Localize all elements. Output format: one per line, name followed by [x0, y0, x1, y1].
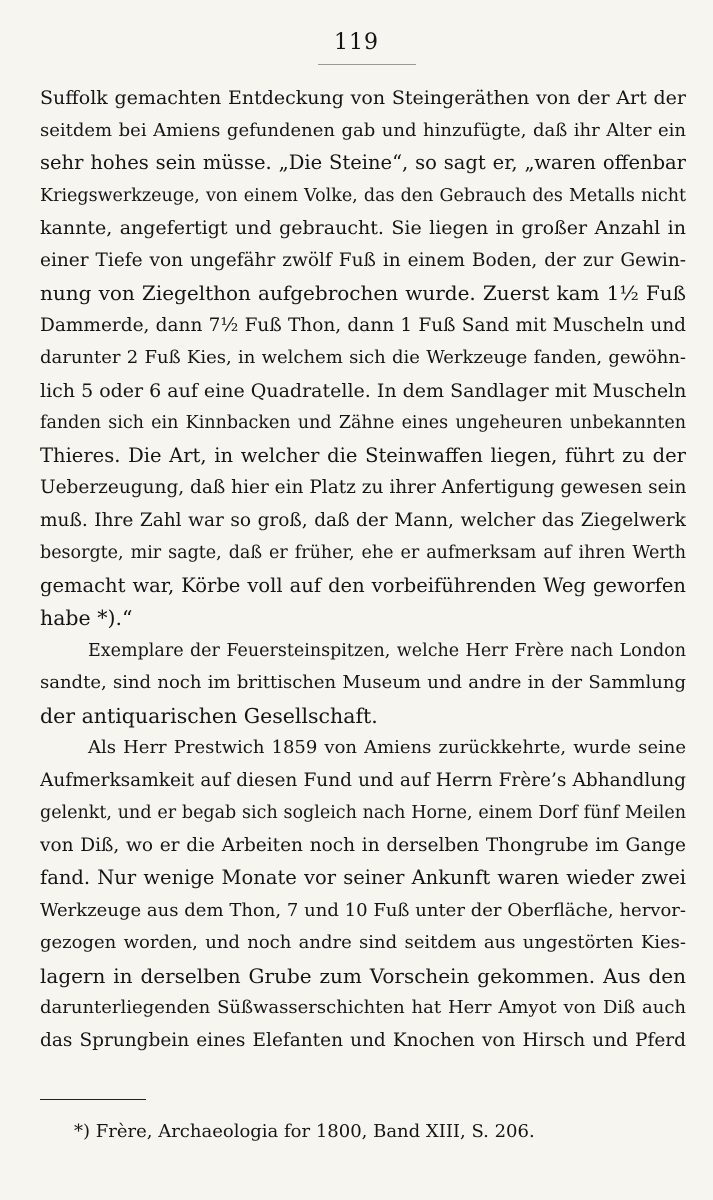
page-number-rule	[318, 64, 416, 65]
text-line: einer Tiefe von ungefähr zwölf Fuß in einem Boden, der zur Gewin-	[40, 249, 686, 271]
text-line: besorgte, mir sagte, daß er früher, ehe er aufmerksam auf ihren Werth	[40, 543, 686, 563]
text-line: das Sprungbein eines Elefanten und Knochen von Hirsch und Pferd	[40, 1029, 686, 1051]
text-line: der antiquarischen Gesellschaft.	[40, 703, 378, 728]
text-line: Exemplare der Feuersteinspitzen, welche Herr Frère nach London	[88, 640, 686, 661]
text-line: von Diß, wo er die Arbeiten noch in derselben Thongrube im Gange	[40, 834, 686, 856]
text-line: seitdem bei Amiens gefundenen gab und hinzufügte, daß ihr Alter ein	[40, 119, 686, 141]
text-line: sandte, sind noch im brittischen Museum und andre in der Sammlung	[40, 672, 686, 693]
body-text	[40, 82, 686, 1057]
text-line: fand. Nur wenige Monate vor seiner Ankunft waren wieder zwei	[40, 866, 686, 889]
text-line: Dammerde, dann 7½ Fuß Thon, dann 1 Fuß Sand mit Muscheln und	[40, 314, 686, 336]
text-line: gezogen worden, und noch andre sind seitdem aus ungestörten Kies-	[40, 932, 686, 953]
text-line: nung von Ziegelthon aufgebrochen wurde. Zuerst kam 1½ Fuß	[40, 281, 686, 305]
text-line: gelenkt, und er begab sich sogleich nach Horne, einem Dorf fünf Meilen	[40, 803, 686, 823]
text-line: gemacht war, Körbe voll auf den vorbeiführenden Weg geworfen	[40, 573, 686, 597]
text-line: lagern in derselben Grube zum Vorschein gekommen. Aus den	[40, 963, 686, 988]
footnote: *) Frère, Archaeologia for 1800, Band XIII, S. 206.	[74, 1121, 535, 1142]
text-line: Kriegswerkzeuge, von einem Volke, das den Gebrauch des Metalls nicht	[40, 185, 686, 206]
text-line: Aufmerksamkeit auf diesen Fund und auf Herrn Frère’s Abhandlung	[40, 769, 686, 791]
text-line: muß. Ihre Zahl war so groß, daß der Mann, welcher das Ziegelwerk	[40, 509, 686, 531]
text-line: Ueberzeugung, daß hier ein Platz zu ihrer Anfertigung gewesen sein	[40, 477, 686, 498]
text-line: Suffolk gemachten Entdeckung von Steingeräthen von der Art der	[40, 87, 686, 109]
text-line: fanden sich ein Kinnbacken und Zähne eines ungeheuren unbekannten	[40, 413, 686, 433]
text-line: kannte, angefertigt und gebraucht. Sie liegen in großer Anzahl in	[40, 217, 686, 239]
text-line: habe *).“	[40, 606, 133, 630]
footnote-rule	[40, 1099, 146, 1100]
text-line: Werkzeuge aus dem Thon, 7 und 10 Fuß unter der Oberfläche, hervor-	[40, 899, 686, 921]
text-line: lich 5 oder 6 auf eine Quadratelle. In dem Sandlager mit Muscheln	[40, 379, 686, 402]
text-line: Als Herr Prestwich 1859 von Amiens zurückkehrte, wurde seine	[88, 737, 686, 758]
text-line: sehr hohes sein müsse. „Die Steine“, so sagt er, „waren offenbar	[40, 151, 686, 174]
text-line: Thieres. Die Art, in welcher die Steinwaffen liegen, führt zu der	[40, 443, 686, 467]
text-line: darunterliegenden Süßwasserschichten hat Herr Amyot von Diß auch	[40, 997, 686, 1018]
text-line: darunter 2 Fuß Kies, in welchem sich die Werkzeuge fanden, gewöhn-	[40, 347, 686, 368]
page-number: 119	[334, 30, 379, 55]
